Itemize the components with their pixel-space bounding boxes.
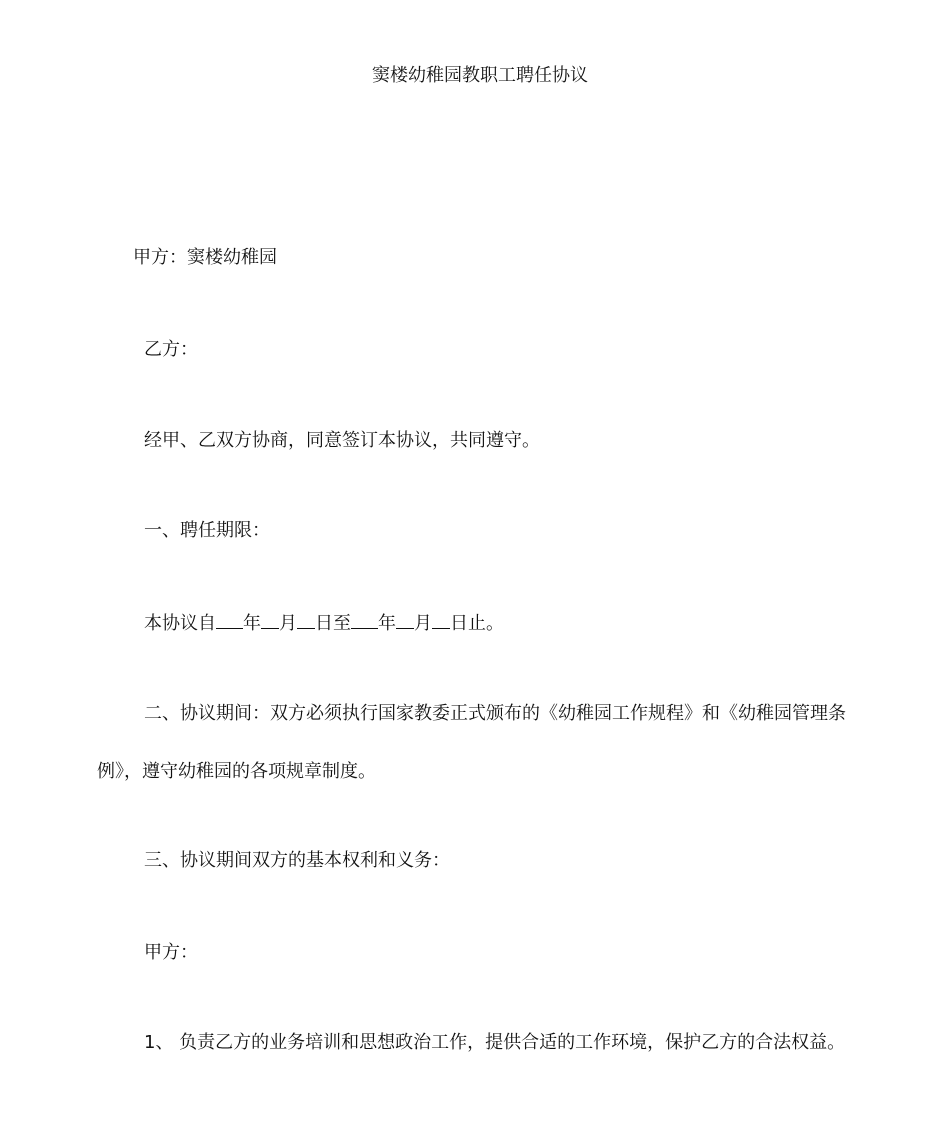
party-a-duties-heading: 甲方： <box>144 942 198 963</box>
section2-line-1: 二、协议期间：双方必须执行国家教委正式颁布的《幼稚园工作规程》和《幼稚园管理条 <box>144 703 846 724</box>
term-text-month2: 月 <box>414 613 432 634</box>
term-text-day-end: 日止。 <box>450 613 504 634</box>
party-b-line: 乙方： <box>144 339 198 360</box>
blank-year-end <box>351 610 378 629</box>
party-a-line: 甲方：窦楼幼稚园 <box>133 247 277 268</box>
document-title: 窦楼幼稚园教职工聘任协议 <box>372 65 588 86</box>
term-text-start: 本协议自 <box>144 613 216 634</box>
blank-year-start <box>216 610 243 629</box>
term-text-year1: 年 <box>243 613 261 634</box>
blank-month-start <box>261 610 279 629</box>
blank-day-start <box>297 610 315 629</box>
blank-month-end <box>396 610 414 629</box>
intro-paragraph: 经甲、乙双方协商，同意签订本协议，共同遵守。 <box>144 430 540 451</box>
section3-heading: 三、协议期间双方的基本权利和义务： <box>144 850 450 871</box>
section2-line-2: 例》，遵守幼稚园的各项规章制度。 <box>97 761 376 782</box>
blank-day-end <box>432 610 450 629</box>
term-text-year2: 年 <box>378 613 396 634</box>
term-text-month1: 月 <box>279 613 297 634</box>
term-text-day-to: 日至 <box>315 613 351 634</box>
section1-term-line <box>144 610 504 636</box>
section1-heading: 一、聘任期限： <box>144 520 270 541</box>
party-a-duty-item-1: 1、 负责乙方的业务培训和思想政治工作，提供合适的工作环境，保护乙方的合法权益。 <box>144 1032 846 1053</box>
